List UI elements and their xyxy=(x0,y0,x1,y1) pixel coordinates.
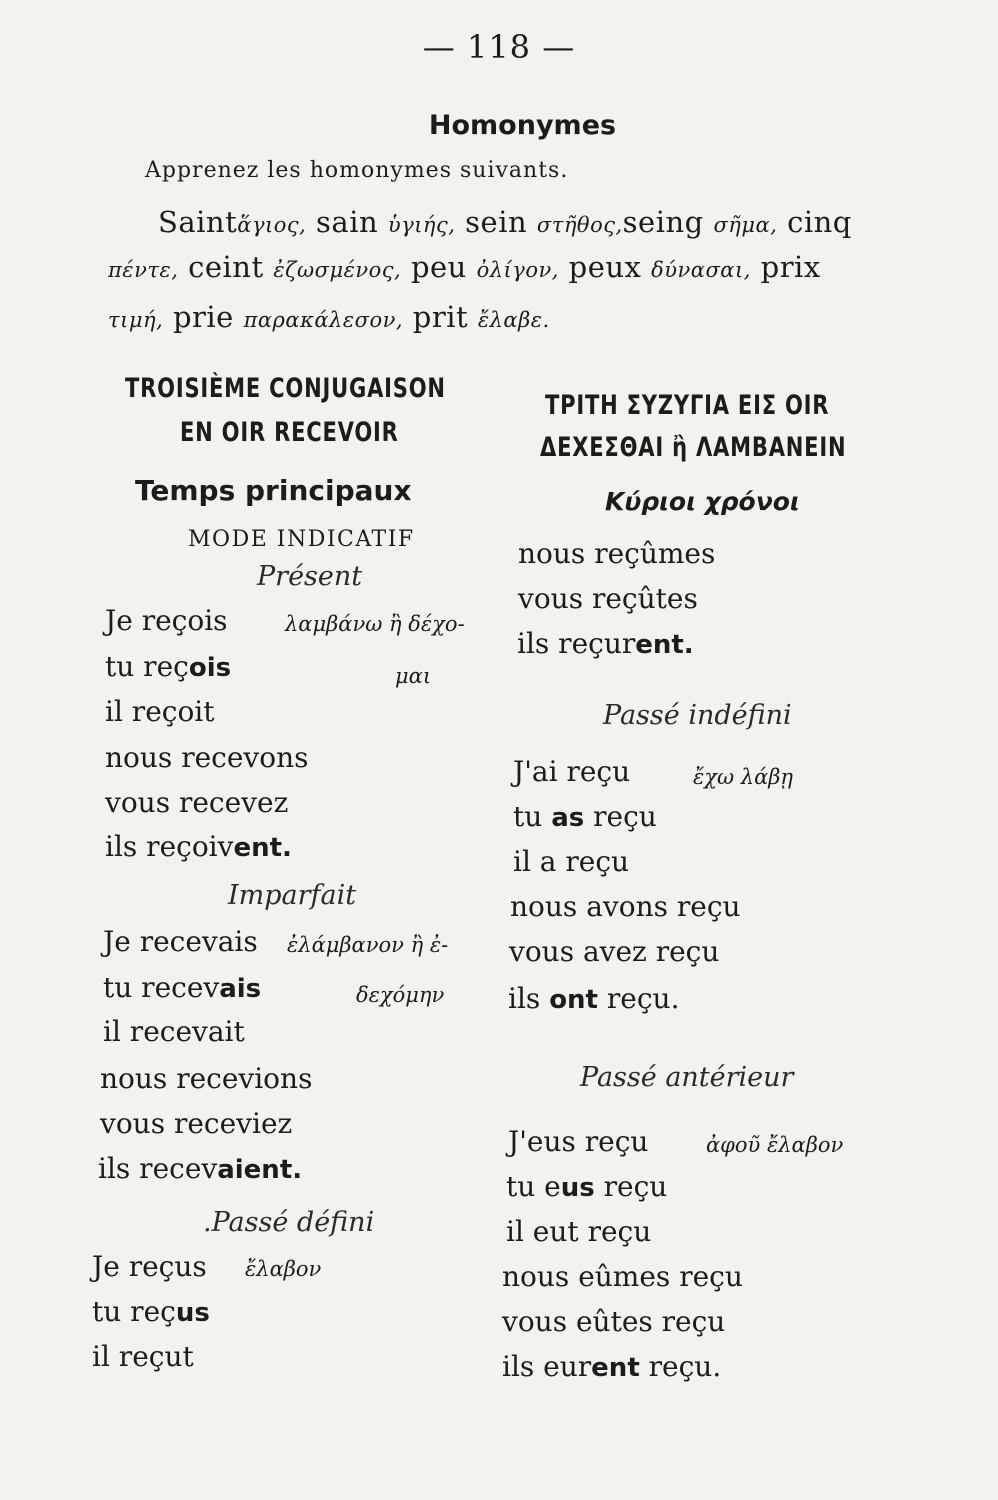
tense-imparfait-label: Imparfait xyxy=(228,880,357,911)
present-line-1: Je reçois xyxy=(105,604,228,637)
passe-indefini-line-2: tu as reçu xyxy=(513,800,657,833)
present-greek-1: λαμβάνω ἢ δέχο- xyxy=(285,612,465,636)
kyrioi-chronoi-heading: Κύριοι χρόνοι xyxy=(605,487,800,516)
section-title: Homonymes xyxy=(428,110,617,141)
present-line-2: tu reçois xyxy=(105,650,232,683)
tense-passe-anterieur-label: Passé antérieur xyxy=(580,1062,794,1093)
imparfait-line-6: ils recevaient. xyxy=(98,1152,303,1185)
homonym-line-2: πέντε, ceint ἐζωσμένος, peu ὀλίγον, peux δύνασαι, prix xyxy=(108,250,821,284)
passe-defini-greek: ἔλαβον xyxy=(245,1257,322,1281)
imparfait-line-5: vous receviez xyxy=(100,1107,293,1140)
homonym-line-1: Saintἅγιος, sain ὑγιής, sein στῆθος,seing σῆμα, cinq xyxy=(158,205,852,239)
defini-cont-line-3: ils reçurent. xyxy=(517,627,694,660)
imparfait-greek-1: ἐλάμβανον ἢ ἐ- xyxy=(287,933,449,957)
passe-defini-line-3: il reçut xyxy=(92,1340,194,1373)
passe-indefini-line-4: nous avons reçu xyxy=(510,890,741,923)
defini-cont-line-2: vous reçûtes xyxy=(518,582,698,615)
mode-indicatif-label: MODE INDICATIF xyxy=(188,527,415,552)
passe-indefini-line-5: vous avez reçu xyxy=(509,935,720,968)
present-greek-2: μαι xyxy=(395,664,432,688)
tense-passe-defini-label: .Passé défini xyxy=(203,1207,375,1238)
passe-anterieur-line-3: il eut reçu xyxy=(506,1215,652,1248)
passe-indefini-line-3: il a reçu xyxy=(513,845,630,878)
imparfait-line-3: il recevait xyxy=(103,1015,245,1048)
passe-defini-line-2: tu reçus xyxy=(92,1295,210,1328)
instruction-text: Apprenez les homonymes suivants. xyxy=(145,158,569,183)
heading-left-line1: TROISIÈME CONJUGAISON xyxy=(125,373,446,404)
passe-anterieur-line-2: tu eus reçu xyxy=(506,1170,668,1203)
present-line-5: vous recevez xyxy=(105,786,289,819)
temps-principaux-heading: Temps principaux xyxy=(135,474,412,507)
homonym-line-3: τιμή, prie παρακάλεσον, prit ἔλαβε. xyxy=(108,300,550,334)
imparfait-line-1: Je recevais xyxy=(103,925,258,958)
heading-right-line1: ΤΡΙΤΗ ΣΥΖΥΓΙΑ ΕΙΣ OIR xyxy=(545,390,830,421)
imparfait-line-4: nous recevions xyxy=(100,1062,313,1095)
imparfait-greek-2: δεχόμην xyxy=(356,983,445,1007)
tense-passe-indefini-label: Passé indéfini xyxy=(603,700,792,731)
present-line-3: il reçoit xyxy=(105,695,215,728)
page-number: — 118 — xyxy=(422,28,576,66)
heading-left-line2: EN OIR RECEVOIR xyxy=(180,417,399,448)
passe-anterieur-line-5: vous eûtes reçu xyxy=(502,1305,726,1338)
passe-anterieur-greek: ἀφοῦ ἔλαβον xyxy=(706,1133,844,1157)
tense-present-label: Présent xyxy=(257,561,363,592)
passe-anterieur-line-4: nous eûmes reçu xyxy=(502,1260,743,1293)
present-line-4: nous recevons xyxy=(105,741,309,774)
imparfait-line-2: tu recevais xyxy=(103,971,262,1004)
passe-anterieur-line-1: J'eus reçu xyxy=(508,1125,649,1158)
defini-cont-line-1: nous reçûmes xyxy=(518,537,716,570)
passe-indefini-line-1: J'ai reçu xyxy=(513,755,631,788)
passe-indefini-line-6: ils ont reçu. xyxy=(508,982,680,1015)
heading-right-line2: ΔΕΧΕΣΘΑΙ ἢ ΛΑΜΒΑΝΕΙΝ xyxy=(540,432,847,463)
passe-indefini-greek: ἔχω λάβῃ xyxy=(693,765,794,789)
passe-anterieur-line-6: ils eurent reçu. xyxy=(502,1350,722,1383)
present-line-6: ils reçoivent. xyxy=(105,830,292,863)
passe-defini-line-1: Je reçus xyxy=(92,1250,207,1283)
